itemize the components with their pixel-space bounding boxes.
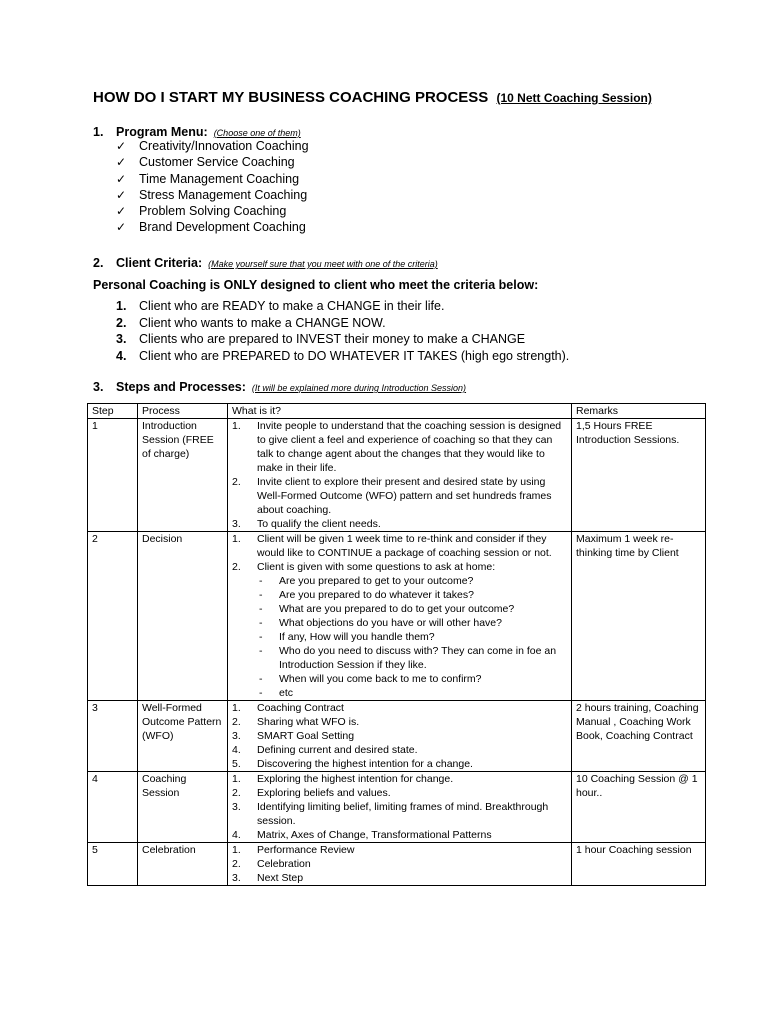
what-item	[232, 828, 567, 842]
table-row	[88, 701, 706, 772]
page-title	[93, 89, 652, 106]
what-subitem-text: Are you prepared to get to your outcome?	[279, 575, 474, 587]
check-icon: ✓	[116, 171, 127, 186]
check-icon: ✓	[116, 187, 127, 202]
what-item-text: Discovering the highest intention for a change.	[257, 758, 473, 770]
what-item-index: 3.	[232, 801, 241, 813]
what-subitems-list	[232, 574, 567, 700]
section-number: 3.	[93, 380, 104, 394]
what-item-index: 3.	[232, 730, 241, 742]
title-main: HOW DO I START MY BUSINESS COACHING PROCESS	[93, 89, 489, 106]
what-subitem-text: What objections do you have or will other have?	[279, 617, 502, 629]
criteria-item	[116, 332, 569, 349]
criteria-item	[116, 299, 569, 316]
what-item-text: Defining current and desired state.	[257, 744, 418, 756]
what-item-index: 3.	[232, 518, 241, 530]
criteria-number: 1.	[116, 299, 127, 313]
what-item-index: 2.	[232, 787, 241, 799]
dash-bullet: -	[259, 673, 263, 685]
section-client-criteria-heading	[93, 256, 438, 270]
criteria-item	[116, 349, 569, 366]
what-item	[232, 532, 567, 560]
title-subtitle: (10 Nett Coaching Session)	[496, 91, 652, 105]
cell-what-is-it	[228, 701, 572, 772]
cell-remarks: 10 Coaching Session @ 1 hour..	[572, 772, 706, 843]
what-item-index: 1.	[232, 702, 241, 714]
table-header-row	[88, 404, 706, 419]
what-subitem	[232, 644, 567, 672]
cell-step: 3	[88, 701, 138, 772]
what-item	[232, 757, 567, 771]
what-item	[232, 715, 567, 729]
what-subitem-text: Are you prepared to do whatever it takes?	[279, 589, 474, 601]
what-item	[232, 743, 567, 757]
what-item-index: 1.	[232, 773, 241, 785]
what-item	[232, 729, 567, 743]
what-item-text: Sharing what WFO is.	[257, 716, 360, 728]
dash-bullet: -	[259, 589, 263, 601]
what-subitem	[232, 672, 567, 686]
cell-remarks: Maximum 1 week re-thinking time by Client	[572, 532, 706, 701]
program-menu-label: Time Management Coaching	[139, 171, 300, 186]
program-menu-item	[116, 139, 309, 155]
dash-bullet: -	[259, 603, 263, 615]
what-item	[232, 843, 567, 857]
client-criteria-list	[116, 299, 569, 365]
header-remarks: Remarks	[572, 404, 706, 419]
what-subitem	[232, 686, 567, 700]
check-icon: ✓	[116, 155, 127, 170]
what-item	[232, 419, 567, 475]
what-item	[232, 560, 567, 574]
what-item	[232, 517, 567, 531]
what-item-index: 4.	[232, 744, 241, 756]
what-subitem	[232, 602, 567, 616]
program-menu-item	[116, 172, 309, 188]
what-subitem-text: Who do you need to discuss with? They can come in foe an Introduction Session if they like.	[279, 645, 557, 671]
what-item-index: 1.	[232, 420, 241, 432]
program-menu-label: Stress Management Coaching	[139, 187, 308, 202]
program-menu-label: Brand Development Coaching	[139, 220, 306, 235]
cell-what-is-it	[228, 843, 572, 886]
what-item-text: To qualify the client needs.	[257, 518, 381, 530]
section-heading: Steps and Processes:	[116, 380, 246, 394]
program-menu-item	[116, 204, 309, 220]
criteria-number: 4.	[116, 348, 127, 363]
program-menu-item	[116, 220, 309, 236]
section-heading: Client Criteria:	[116, 256, 203, 270]
what-item-text: Matrix, Axes of Change, Transformational Patterns	[257, 829, 492, 841]
what-item	[232, 786, 567, 800]
what-subitem-text: What are you prepared to do to get your outcome?	[279, 603, 515, 615]
what-item-index: 3.	[232, 872, 241, 884]
criteria-text: Client who are READY to make a CHANGE in their life.	[139, 299, 445, 313]
what-item-index: 2.	[232, 716, 241, 728]
section-heading: Program Menu:	[116, 125, 208, 139]
what-item	[232, 701, 567, 715]
what-subitem-text: When will you come back to me to confirm?	[279, 673, 482, 685]
what-subitem	[232, 588, 567, 602]
what-item-text: Performance Review	[257, 844, 355, 856]
what-item-index: 2.	[232, 476, 241, 488]
what-items-list	[232, 701, 567, 771]
what-item	[232, 772, 567, 786]
dash-bullet: -	[259, 631, 263, 643]
what-item	[232, 857, 567, 871]
what-item-text: Invite people to understand that the coaching session is designed to give client a feel and experience of coaching so that they can talk to change agent about the changes that they would like to make in their life.	[257, 420, 562, 474]
cell-process: Decision	[138, 532, 228, 701]
cell-remarks: 1,5 Hours FREE Introduction Sessions.	[572, 419, 706, 532]
cell-remarks: 2 hours training, Coaching Manual , Coaching Work Book, Coaching Contract	[572, 701, 706, 772]
table-row	[88, 772, 706, 843]
section-note: (Choose one of them)	[213, 128, 301, 138]
what-item	[232, 871, 567, 885]
dash-bullet: -	[259, 617, 263, 629]
what-items-list	[232, 843, 567, 885]
program-menu-label: Creativity/Innovation Coaching	[139, 139, 309, 153]
cell-process: Well-Formed Outcome Pattern (WFO)	[138, 701, 228, 772]
section-steps-heading	[93, 380, 466, 394]
cell-what-is-it	[228, 772, 572, 843]
dash-bullet: -	[259, 645, 263, 657]
cell-what-is-it	[228, 419, 572, 532]
check-icon: ✓	[116, 220, 127, 235]
criteria-item	[116, 316, 569, 333]
cell-step: 5	[88, 843, 138, 886]
what-subitem-text: etc	[279, 687, 294, 699]
check-icon: ✓	[116, 204, 127, 219]
what-item-index: 2.	[232, 561, 241, 573]
what-subitem	[232, 616, 567, 630]
what-item-index: 2.	[232, 858, 241, 870]
cell-process: Introduction Session (FREE of charge)	[138, 419, 228, 532]
what-item-text: Client will be given 1 week time to re-think and consider if they would like to CONTINUE a package of coaching session or not.	[257, 533, 552, 559]
dash-bullet: -	[259, 575, 263, 587]
header-step: Step	[88, 404, 138, 419]
what-item-text: Celebration	[257, 858, 311, 870]
what-item-text: Exploring the highest intention for change.	[257, 773, 454, 785]
check-icon: ✓	[116, 139, 127, 153]
header-what-is-it: What is it?	[228, 404, 572, 419]
cell-process: Celebration	[138, 843, 228, 886]
program-menu-label: Problem Solving Coaching	[139, 204, 287, 219]
cell-step: 2	[88, 532, 138, 701]
dash-bullet: -	[259, 687, 263, 699]
what-item-text: Identifying limiting belief, limiting frames of mind. Breakthrough session.	[257, 801, 549, 827]
program-menu-item	[116, 188, 309, 204]
what-subitem	[232, 574, 567, 588]
what-item	[232, 475, 567, 517]
what-items-list	[232, 772, 567, 842]
cell-step: 1	[88, 419, 138, 532]
table-row	[88, 843, 706, 886]
what-item-text: Next Step	[257, 872, 304, 884]
what-subitem-text: If any, How will you handle them?	[279, 631, 435, 643]
program-menu-item	[116, 155, 309, 171]
what-items-list	[232, 419, 567, 531]
header-process: Process	[138, 404, 228, 419]
program-menu-label: Customer Service Coaching	[139, 155, 295, 170]
criteria-text: Client who are PREPARED to DO WHATEVER IT TAKES (high ego strength).	[139, 348, 570, 363]
what-item-index: 5.	[232, 758, 241, 770]
what-item-text: Client is given with some questions to ask at home:	[257, 561, 496, 573]
steps-table	[87, 403, 706, 886]
cell-what-is-it	[228, 532, 572, 701]
table-row	[88, 419, 706, 532]
what-item-index: 1.	[232, 844, 241, 856]
criteria-text: Clients who are prepared to INVEST their money to make a CHANGE	[139, 332, 526, 346]
criteria-intro: Personal Coaching is ONLY designed to client who meet the criteria below:	[93, 278, 539, 292]
what-items-list	[232, 532, 567, 574]
section-note: (Make yourself sure that you meet with one of the criteria)	[208, 259, 438, 269]
criteria-text: Client who wants to make a CHANGE NOW.	[139, 315, 386, 330]
section-note: (It will be explained more during Introduction Session)	[251, 383, 467, 393]
cell-step: 4	[88, 772, 138, 843]
what-item-index: 1.	[232, 533, 241, 545]
criteria-number: 2.	[116, 315, 127, 330]
what-item-text: SMART Goal Setting	[257, 730, 355, 742]
what-item-index: 4.	[232, 829, 241, 841]
what-subitem	[232, 630, 567, 644]
what-item	[232, 800, 567, 828]
cell-remarks: 1 hour Coaching session	[572, 843, 706, 886]
program-menu-list	[116, 139, 309, 237]
section-number: 2.	[93, 256, 104, 270]
table-row	[88, 532, 706, 701]
section-number: 1.	[93, 125, 104, 139]
section-program-menu-heading	[93, 125, 301, 139]
what-item-text: Coaching Contract	[257, 702, 344, 714]
criteria-number: 3.	[116, 332, 127, 346]
what-item-text: Exploring beliefs and values.	[257, 787, 391, 799]
what-item-text: Invite client to explore their present and desired state by using Well-Formed Outcome (WFO) pattern and set hundreds frames about coaching.	[257, 476, 552, 516]
cell-process: Coaching Session	[138, 772, 228, 843]
